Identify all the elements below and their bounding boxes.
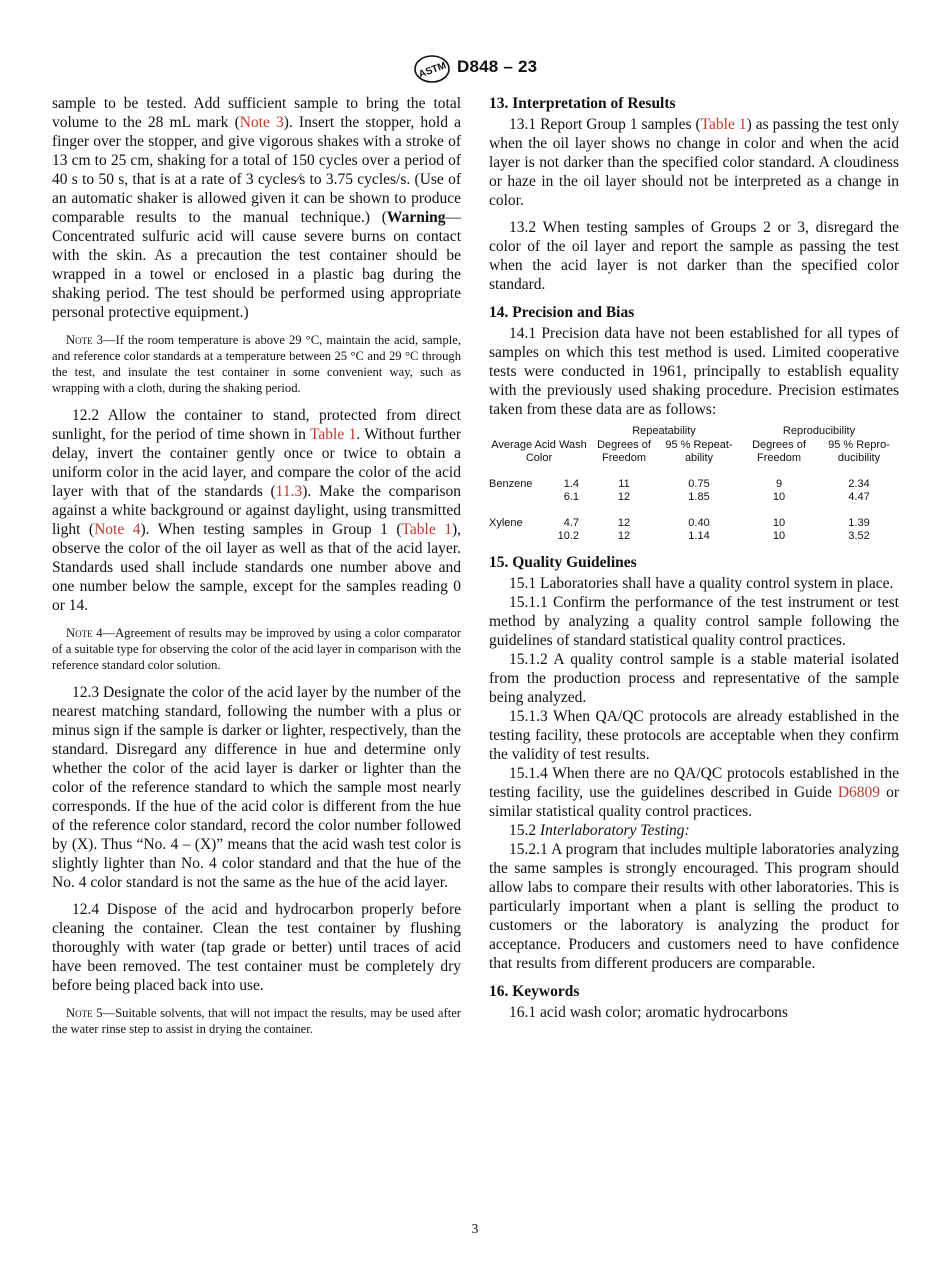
- link-note-3[interactable]: Note 3: [239, 114, 284, 131]
- link-table-1-b[interactable]: Table 1: [401, 521, 452, 538]
- link-table-1[interactable]: Table 1: [310, 426, 357, 443]
- paragraph-15-1-3: 15.1.3 When QA/QC protocols are already established in the testing facility, these protocols are acceptable when they confirm the validity of test results.: [489, 707, 899, 763]
- paragraph-16-1: 16.1 acid wash color; aromatic hydrocarbons: [509, 1003, 788, 1021]
- table-row: 6.1 12 1.85 10 4.47: [563, 491, 870, 503]
- header-reproducibility-95: 95 % Repro- ducibility: [828, 438, 890, 464]
- paragraph-12-3: 12.3 Designate the color of the acid layer by the number of the nearest matching standard, following the number with a plus or minus sign if the sample is darker or lighter, respectively, than the standard. Disregard any difference in hue and determine only whether the color of the acid layer is darker or lighter than the color of the reference standard to which the sample most nearly corresponds. If the hue of the acid color is different from the hue of the reference color standard, record the color number followed by (X). Thus “No. 4 – (X)” means that the acid wash test color is slightly lighter than No. 4 color standard and that the hue of the No. 4 color standard is not the same as the hue of the acid layer.: [52, 684, 461, 891]
- link-note-4[interactable]: Note 4: [94, 521, 141, 538]
- warning-label: Warning: [386, 209, 446, 226]
- astm-logo-icon: [413, 55, 451, 83]
- note-5: Note 5—Suitable solvents, that will not impact the results, may be used after the water rinse step to assist in drying the container.: [52, 1006, 461, 1036]
- paragraph-15-2-1: 15.2.1 A program that includes multiple laboratories analyzing the same samples is strongly encouraged. This program should allow labs to compare their results with other laboratories. This is particularly important when a plant is selling the product to customers or the laboratory is analyzing the product for acceptance. Producers and customers need to have confidence that results from different producers are comparable.: [489, 840, 899, 972]
- note-4: Note 4—Agreement of results may be improved by using a color comparator of a suitable type for observing the color of the acid layer in comparison with the reference standard color solution.: [52, 626, 461, 672]
- paragraph-13-2: 13.2 When testing samples of Groups 2 or 3, disregard the color of the oil layer and report the sample as passing the test when the acid layer is not darker than the specified color standard.: [489, 219, 899, 293]
- link-table-1-c[interactable]: Table 1: [700, 116, 747, 133]
- header-average-acid-wash-color: Average Acid Wash Color: [491, 438, 587, 464]
- section-14-title: 14. Precision and Bias: [489, 304, 635, 321]
- paragraph-15-1-2: 15.1.2 A quality control sample is a stable material isolated from the production process and representative of the sample being analyzed.: [489, 650, 899, 706]
- section-16-title: 16. Keywords: [489, 982, 580, 1000]
- note-3: Note 3—If the room temperature is above 29 °C, maintain the acid, sample, and reference color standards at a temperature between 25 °C and 29 °C through the test, and insulate the test container in some convenient way, such as wrapping with a cloth, during the shaking period.: [52, 333, 461, 395]
- section-15-title: 15. Quality Guidelines: [489, 553, 637, 571]
- paragraph-13-1: 13.1 Report Group 1 samples (Table 1) as passing the test only when the oil layer shows no change in color and when the acid layer is not darker than the specified color standard. A cloudiness or haze in the oil layer should not be interpreted as a change in color.: [489, 116, 900, 209]
- paragraph-15-1-4: 15.1.4 When there are no QA/QC protocols established in the testing facility, use the guidelines described in Guide D6809 or similar statistical quality control practices.: [489, 764, 899, 820]
- page-header: [0, 55, 950, 85]
- header-repeatability: Repeatability: [632, 425, 696, 437]
- right-column: [489, 94, 899, 1022]
- header-degrees-of-freedom-1: Degrees of Freedom: [597, 438, 651, 464]
- logo-text: ASTM: [417, 60, 448, 81]
- paragraph-12-4: 12.4 Dispose of the acid and hydrocarbon properly before cleaning the container. Clean the test container by flushing thoroughly with water (tap grade or better) until traces of acid have been removed. The test container must be completely dry before being placed back into use.: [52, 901, 461, 994]
- paragraph-14-1: 14.1 Precision data have not been established for all types of samples on which this test method is used. Limited cooperative tests were conducted in 1961, principally to establish equality with the previously used shaking procedure. Precision estimates taken from these data are as follows:: [489, 325, 899, 418]
- section-13-title: 13. Interpretation of Results: [489, 95, 676, 112]
- document-designation: D848 – 23: [457, 57, 538, 76]
- header-repeatability-95: 95 % Repeat- ability: [665, 438, 733, 464]
- link-d6809[interactable]: D6809: [837, 783, 881, 801]
- table-row: Benzene 1.4 11 0.75 9 2.34: [489, 477, 870, 490]
- table-row: Xylene 4.7 12 0.40 10 1.39: [489, 516, 870, 529]
- page-number: 3: [471, 1221, 479, 1236]
- link-11-3[interactable]: 11.3: [275, 483, 303, 500]
- header-reproducibility: Reproducibility: [782, 425, 856, 437]
- paragraph-15-2: 15.2 Interlaboratory Testing:: [509, 821, 690, 839]
- left-column: [52, 94, 461, 1047]
- paragraph-15-1-1: 15.1.1 Confirm the performance of the test instrument or test method by analyzing a quality control sample following the guidelines of standard statistical quality control practices.: [489, 593, 899, 649]
- header-degrees-of-freedom-2: Degrees of Freedom: [752, 438, 806, 464]
- table-row: 10.2 12 1.14 10 3.52: [557, 530, 870, 542]
- paragraph-12-1-continued: sample to be tested. Add sufficient sample to bring the total volume to the 28 mL mark (Note 3). Insert the stopper, hold a finger over the stopper, and give vigorous shakes with a stroke of 13 cm to 25 cm, shaking for a total of 150 cycles over a period of 40 s to 50 s, that is at a rate of 3 cycles⁄s to 3.75 cycles/s. (Use of an automatic shaker is allowed given it can be shown to produce comparable results to the manual technique.) (Warning—Concentrated sulfuric acid will cause severe burns on contact with the skin. As a precaution the test container should be wrapped in a towel or enclosed in a plastic bag during the shaking period. The test should be performed using appropriate personal protective equipment.): [52, 95, 461, 321]
- paragraph-15-1: 15.1 Laboratories shall have a quality control system in place.: [509, 574, 894, 592]
- paragraph-12-2: 12.2 Allow the container to stand, protected from direct sunlight, for the period of time shown in Table 1. Without further delay, invert the container gently once or twice to obtain a uniform color in the acid layer, and compare the color of the acid layer with that of the standards (11.3). Make the comparison against a white background or against daylight, using transmitted light (Note 4). When testing samples in Group 1 (Table 1), observe the color of the oil layer as well as that of the acid layer. Standards used shall include standards one number above and one number below the sample, except for the samples reading 0 or 14.: [52, 407, 461, 614]
- precision-table: [489, 425, 899, 544]
